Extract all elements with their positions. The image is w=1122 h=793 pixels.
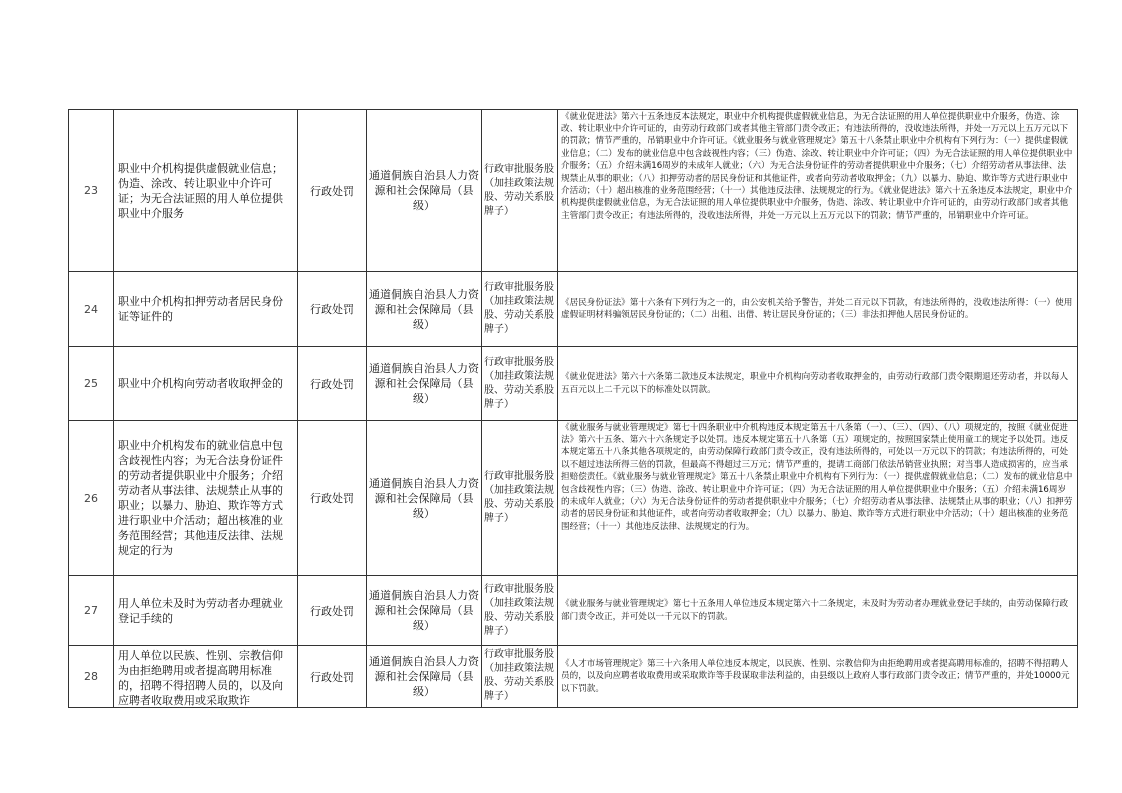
row-number: 28: [69, 646, 114, 708]
responsible-unit: 行政审批服务股（加挂政策法规股、劳动关系股牌子）: [482, 272, 558, 347]
item-name: 职业中介机构扣押劳动者居民身份证等证件的: [114, 272, 298, 347]
department: 通道侗族自治县人力资源和社会保障局（县级）: [367, 272, 482, 347]
legal-basis: 《就业促进法》第六十六条第二款违反本法规定，职业中介机构向劳动者收取押金的，由劳动行政部门责令限期退还劳动者，并以每人五百元以上二千元以下的标准处以罚款。: [558, 347, 1078, 421]
responsible-unit: 行政审批服务股（加挂政策法规股、劳动关系股牌子）: [482, 110, 558, 272]
row-number: 27: [69, 576, 114, 646]
legal-basis: 《就业服务与就业管理规定》第七十五条用人单位违反本规定第六十二条规定，未及时为劳动者办理就业登记手续的，由劳动保障行政部门责令改正，并可处以一千元以下的罚款。: [558, 576, 1078, 646]
responsible-unit: 行政审批服务股（加挂政策法规股、劳动关系股牌子）: [482, 576, 558, 646]
department: 通道侗族自治县人力资源和社会保障局（县级）: [367, 347, 482, 421]
legal-basis: 《就业促进法》第六十五条违反本法规定，职业中介机构提供虚假就业信息，为无合法证照的用人单位提供职业中介服务，伪造、涂改、转让职业中介许可证的，由劳动行政部门或者其他主管部门责令改正；有违法所得的，没收违法所得，并处一万元以上五万元以下的罚款；情节严重的，吊销职业中介许可证。《就业服务与就业管理规定》第五十八条禁止职业中介机构有下列行为：（一）提供虚假就业信息；（二）发布的就业信息中包含歧视性内容；（三）伪造、涂改、转让职业中介许可证；（四）为无合法证照的用人单位提供职业中介服务；（五）介绍未满16周岁的未成年人就业；（六）为无合法身份证件的劳动者提供职业中介服务；（七）介绍劳动者从事法律、法规禁止从事的职业；（八）扣押劳动者的居民身份证和其他证件，或者向劳动者收取押金；（九）以暴力、胁迫、欺诈等方式进行职业中介活动；（十）超出核准的业务范围经营；（十一）其他违反法律、法规规定的行为。《就业促进法》第六十五条违反本法规定，职业中介机构提供虚假就业信息，为无合法证照的用人单位提供职业中介服务，伪造、涂改、转让职业中介许可证的，由劳动行政部门或者其他主管部门责令改正；有违法所得的，没收违法所得，并处一万元以上五万元以下的罚款；情节严重的，吊销职业中介许可证。: [558, 110, 1078, 272]
enforcement-table: [68, 109, 1078, 708]
department: 通道侗族自治县人力资源和社会保障局（县级）: [367, 576, 482, 646]
row-number: 25: [69, 347, 114, 421]
table-row: [69, 421, 1078, 576]
item-name: 职业中介机构向劳动者收取押金的: [114, 347, 298, 421]
item-name: 职业中介机构发布的就业信息中包含歧视性内容；为无合法身份证件的劳动者提供职业中介服务；介绍劳动者从事法律、法规禁止从事的职业；以暴力、胁迫、欺诈等方式进行职业中介活动；超出核准的业务范围经营；其他违反法律、法规规定的行为: [114, 421, 298, 576]
table-row: [69, 576, 1078, 646]
item-name: 职业中介机构提供虚假就业信息；伪造、涂改、转让职业中介许可证；为无合法证照的用人单位提供职业中介服务: [114, 110, 298, 272]
legal-basis: 《就业服务与就业管理规定》第七十四条职业中介机构违反本规定第五十八条第（一）、（三）、（四）、（八）项规定的，按照《就业促进法》第六十五条、第六十六条规定予以处罚。违反本规定第五十八条第（五）项规定的，按照国家禁止使用童工的规定予以处罚。违反本规定第五十八条其他各项规定的，由劳动保障行政部门责令改正，没有违法所得的，可处以一万元以下的罚款；有违法所得的，可处以不超过违法所得三倍的罚款，但最高不得超过三万元；情节严重的，提请工商部门依法吊销营业执照；对当事人造成损害的，应当承担赔偿责任。《就业服务与就业管理规定》第五十八条禁止职业中介机构有下列行为：（一）提供虚假就业信息；（二）发布的就业信息中包含歧视性内容；（三）伪造、涂改、转让职业中介许可证；（四）为无合法证照的用人单位提供职业中介服务；（五）介绍未满16周岁的未成年人就业；（六）为无合法身份证件的劳动者提供职业中介服务；（七）介绍劳动者从事法律、法规禁止从事的职业；（八）扣押劳动者的居民身份证和其他证件，或者向劳动者收取押金；（九）以暴力、胁迫、欺诈等方式进行职业中介活动；（十）超出核准的业务范围经营；（十一）其他违反法律、法规规定的行为。: [558, 421, 1078, 576]
table-row: [69, 347, 1078, 421]
responsible-unit: 行政审批服务股（加挂政策法规股、劳动关系股牌子）: [482, 646, 558, 708]
row-number: 23: [69, 110, 114, 272]
row-number: 26: [69, 421, 114, 576]
item-name: 用人单位未及时为劳动者办理就业登记手续的: [114, 576, 298, 646]
row-number: 24: [69, 272, 114, 347]
table-row: [69, 272, 1078, 347]
category: 行政处罚: [298, 272, 367, 347]
department: 通道侗族自治县人力资源和社会保障局（县级）: [367, 110, 482, 272]
category: 行政处罚: [298, 347, 367, 421]
item-name: 用人单位以民族、性别、宗教信仰为由拒绝聘用或者提高聘用标准的，招聘不得招聘人员的，以及向应聘者收取费用或采取欺诈: [114, 646, 298, 708]
legal-basis: 《居民身份证法》第十六条有下列行为之一的，由公安机关给予警告，并处二百元以下罚款，有违法所得的，没收违法所得：（一）使用虚假证明材料骗领居民身份证的；（二）出租、出借、转让居民身份证的；（三）非法扣押他人居民身份证的。: [558, 272, 1078, 347]
legal-basis: 《人才市场管理规定》第三十六条用人单位违反本规定，以民族、性别、宗教信仰为由拒绝聘用或者提高聘用标准的，招聘不得招聘人员的，以及向应聘者收取费用或采取欺诈等手段谋取非法利益的，由县级以上政府人事行政部门责令改正；情节严重的，并处10000元以下罚款。: [558, 646, 1078, 708]
responsible-unit: 行政审批服务股（加挂政策法规股、劳动关系股牌子）: [482, 347, 558, 421]
category: 行政处罚: [298, 421, 367, 576]
responsible-unit: 行政审批服务股（加挂政策法规股、劳动关系股牌子）: [482, 421, 558, 576]
department: 通道侗族自治县人力资源和社会保障局（县级）: [367, 421, 482, 576]
category: 行政处罚: [298, 646, 367, 708]
category: 行政处罚: [298, 576, 367, 646]
table-row: [69, 646, 1078, 708]
department: 通道侗族自治县人力资源和社会保障局（县级）: [367, 646, 482, 708]
category: 行政处罚: [298, 110, 367, 272]
table-row: [69, 110, 1078, 272]
